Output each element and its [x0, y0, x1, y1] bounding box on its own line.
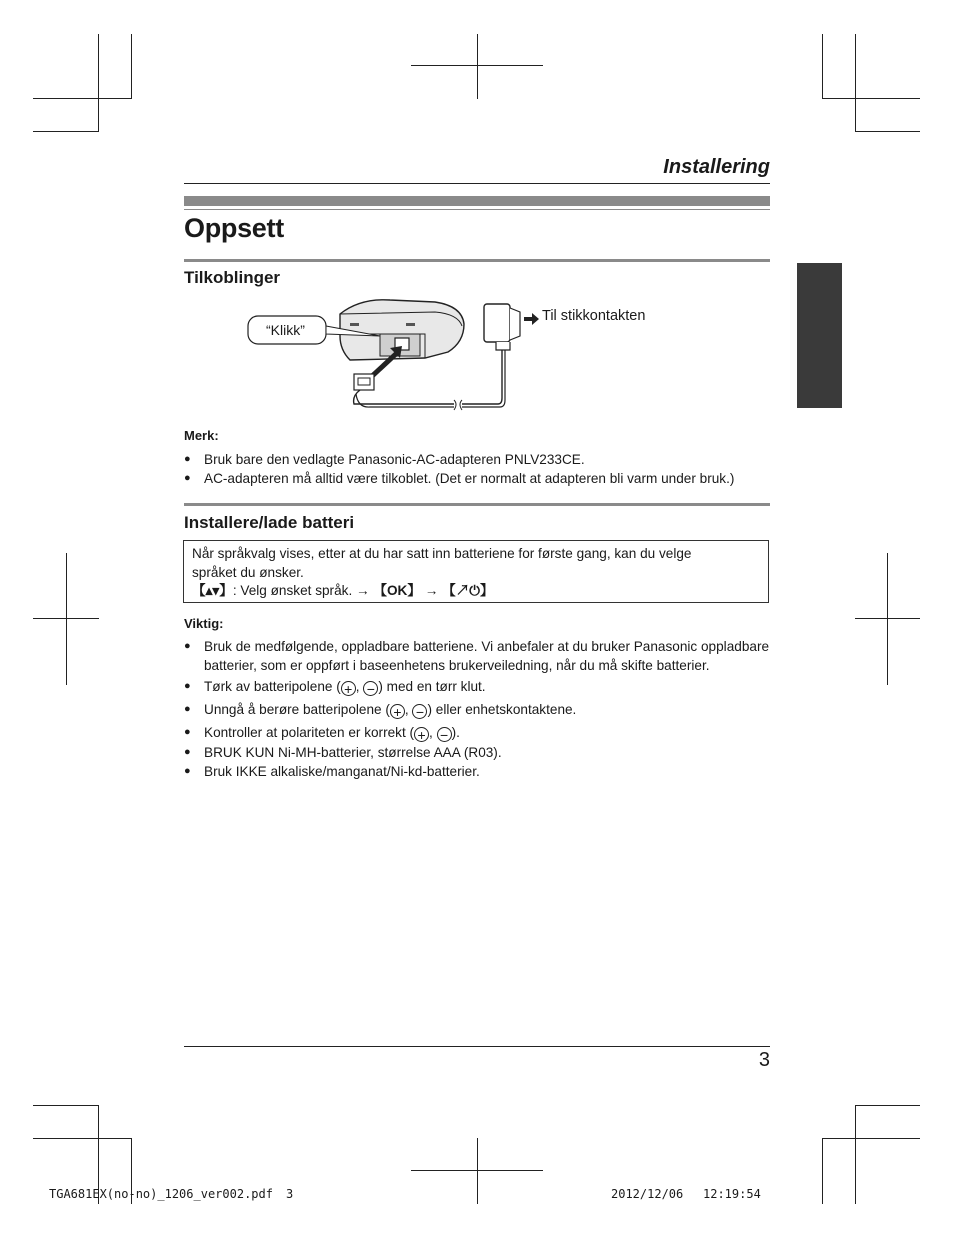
section-header: Installering	[663, 156, 770, 178]
step-text: : Velg ønsket språk. →	[232, 583, 374, 598]
chapter-tab	[797, 263, 842, 408]
header-rule	[184, 183, 770, 184]
list-item	[184, 723, 770, 742]
title-bar	[184, 196, 770, 206]
box-line-1: Når språkvalg vises, etter at du har satt inn batteriene for første gang, kan du velge	[192, 546, 692, 561]
ok-key-label: 【OK】	[373, 583, 421, 598]
important-label: Viktig:	[184, 616, 224, 631]
footer-page: 3	[286, 1187, 294, 1201]
outlet-label: Til stikkontakten	[542, 308, 646, 324]
step-arrow: →	[420, 583, 443, 598]
item-comma: ,	[355, 679, 364, 694]
important-list	[184, 637, 770, 781]
footer-time: 12:19:54	[703, 1187, 761, 1201]
footer-filename: TGA681EX(no-no)_1206_ver002.pdf	[49, 1187, 273, 1201]
item-comma: ,	[404, 702, 413, 717]
battery-heading: Installere/lade batteri	[184, 513, 355, 532]
item-text: Tørk av batteripolene (	[204, 679, 341, 694]
page-number: 3	[758, 1049, 770, 1071]
nav-key-label: 【▴▾】	[192, 583, 233, 598]
list-item	[184, 677, 770, 696]
item-text: ) eller enhetskontaktene.	[427, 702, 577, 717]
note-list	[184, 450, 770, 488]
minus-terminal-icon: −	[412, 704, 427, 719]
language-note-box	[183, 540, 769, 603]
item-text: Kontroller at polariteten er korrekt (	[204, 725, 415, 740]
list-item: ● Bruk de medfølgende, oppladbare batteriene. Vi anbefaler at du bruker Panasonic oppladbare batterier, som er oppført i baseenhetens brukerveiledning, når du må skifte batterier.	[184, 637, 770, 675]
off-key-label: 【↗⏻】	[442, 583, 494, 598]
plus-terminal-icon: +	[414, 727, 429, 742]
list-item: ● Bruk bare den vedlagte Panasonic-AC-adapteren PNLV233CE.	[184, 450, 770, 469]
page-title: Oppsett	[184, 213, 284, 243]
minus-terminal-icon: −	[363, 681, 378, 696]
item-text: ) med en tørr klut.	[378, 679, 486, 694]
list-item: ● AC-adapteren må alltid være tilkoblet. (Det er normalt at adapteren bli varm under bruk.)	[184, 469, 770, 488]
footer-date: 2012/12/06	[611, 1187, 684, 1201]
plus-terminal-icon: +	[390, 704, 405, 719]
list-item: ● BRUK KUN Ni-MH-batterier, størrelse AAA (R03).	[184, 743, 770, 762]
box-line-2: språket du ønsker.	[192, 564, 304, 580]
list-item: ● Bruk IKKE alkaliske/manganat/Ni-kd-batterier.	[184, 762, 770, 781]
section-rule	[184, 259, 770, 262]
item-comma: ,	[429, 725, 437, 740]
title-thin-rule	[184, 209, 770, 210]
connections-heading: Tilkoblinger	[184, 268, 281, 287]
footer-rule	[184, 1046, 770, 1047]
click-callout-label: “Klikk”	[266, 322, 305, 338]
box-step-line	[192, 582, 760, 601]
minus-terminal-icon: −	[437, 727, 452, 742]
note-label: Merk:	[184, 428, 219, 443]
section-rule	[184, 503, 770, 506]
plus-terminal-icon: +	[341, 681, 356, 696]
list-item	[184, 700, 770, 719]
item-text: Unngå å berøre batteripolene (	[204, 702, 390, 717]
item-text: ).	[451, 725, 460, 740]
